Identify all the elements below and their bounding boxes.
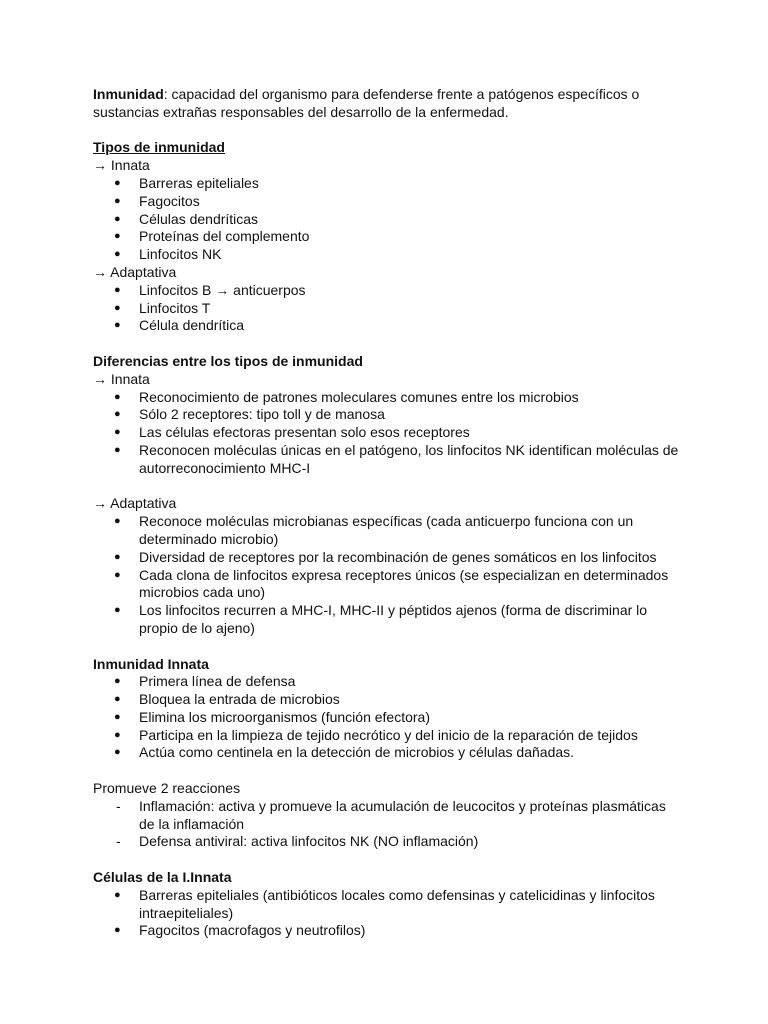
list-item: - Inflamación: activa y promueve la acumulación de leucocitos y proteínas plasmáticas de la inflamación: [93, 798, 683, 834]
document-page: [93, 86, 683, 940]
list-item: ● Elimina los microorganismos (función efectora): [93, 709, 683, 727]
list-item: ● Sólo 2 receptores: tipo toll y de manosa: [93, 406, 683, 424]
list-item: ● Fagocitos (macrofagos y neutrofilos): [93, 922, 683, 940]
list-item: ● Las células efectoras presentan solo esos receptores: [93, 424, 683, 442]
list-item: ● Actúa como centinela en la detección de microbios y células dañadas.: [93, 744, 683, 762]
list-item: ● Reconoce moléculas microbianas específicas (cada anticuerpo funciona con un determinado microbio): [93, 513, 683, 549]
list-item: ● Los linfocitos recurren a MHC-I, MHC-II y péptidos ajenos (forma de discriminar lo propio de lo ajeno): [93, 602, 683, 638]
promueve-label: Promueve 2 reacciones: [93, 780, 241, 797]
tipos-innata-list: [93, 175, 683, 264]
diferencias-adaptativa-label: → Adaptativa: [93, 495, 177, 512]
tipos-adaptativa-list: [93, 282, 683, 335]
intro-term: Inmunidad: [93, 86, 164, 102]
reacciones-list: [93, 798, 683, 851]
diferencias-heading: Diferencias entre los tipos de inmunidad: [93, 352, 363, 369]
list-item: ● Barreras epiteliales (antibióticos locales como defensinas y catelicidinas y linfocitos intraepiteliales): [93, 887, 683, 923]
tipos-adaptativa-label: → Adaptativa: [93, 263, 177, 280]
tipos-heading: Tipos de inmunidad: [93, 139, 225, 156]
list-item: ● Fagocitos: [93, 193, 683, 211]
innata-list: [93, 673, 683, 762]
list-item: ● Cada clona de linfocitos expresa receptores únicos (se especializan en determinados microbios cada uno): [93, 567, 683, 603]
list-item: ● Reconocimiento de patrones moleculares comunes entre los microbios: [93, 389, 683, 407]
diferencias-adaptativa-list: [93, 513, 683, 638]
list-item: ● Reconocen moléculas únicas en el patógeno, los linfocitos NK identifican moléculas de autorreconocimiento MHC-I: [93, 442, 683, 478]
innata-heading: Inmunidad Innata: [93, 655, 209, 672]
tipos-innata-label: → Innata: [93, 157, 150, 174]
list-item: ● Célula dendrítica: [93, 317, 683, 335]
list-item: ● Linfocitos NK: [93, 246, 683, 264]
diferencias-innata-label: → Innata: [93, 370, 150, 387]
list-item: ● Células dendríticas: [93, 211, 683, 229]
list-item: ● Linfocitos B → anticuerpos: [93, 282, 683, 300]
list-item: ● Linfocitos T: [93, 300, 683, 318]
list-item: - Defensa antiviral: activa linfocitos NK (NO inflamación): [93, 833, 683, 851]
diferencias-innata-list: [93, 389, 683, 478]
intro-paragraph: [93, 86, 683, 122]
list-item: ● Diversidad de receptores por la recombinación de genes somáticos en los linfocitos: [93, 549, 683, 567]
intro-definition: : capacidad del organismo para defenderse frente a patógenos específicos o sustancias extrañas responsables del desarrollo de la enfermedad.: [93, 86, 640, 120]
celulas-heading: Células de la I.Innata: [93, 869, 232, 886]
celulas-list: [93, 887, 683, 940]
list-item: ● Barreras epiteliales: [93, 175, 683, 193]
list-item: ● Primera línea de defensa: [93, 673, 683, 691]
list-item: ● Participa en la limpieza de tejido necrótico y del inicio de la reparación de tejidos: [93, 727, 683, 745]
list-item: ● Proteínas del complemento: [93, 228, 683, 246]
list-item: ● Bloquea la entrada de microbios: [93, 691, 683, 709]
